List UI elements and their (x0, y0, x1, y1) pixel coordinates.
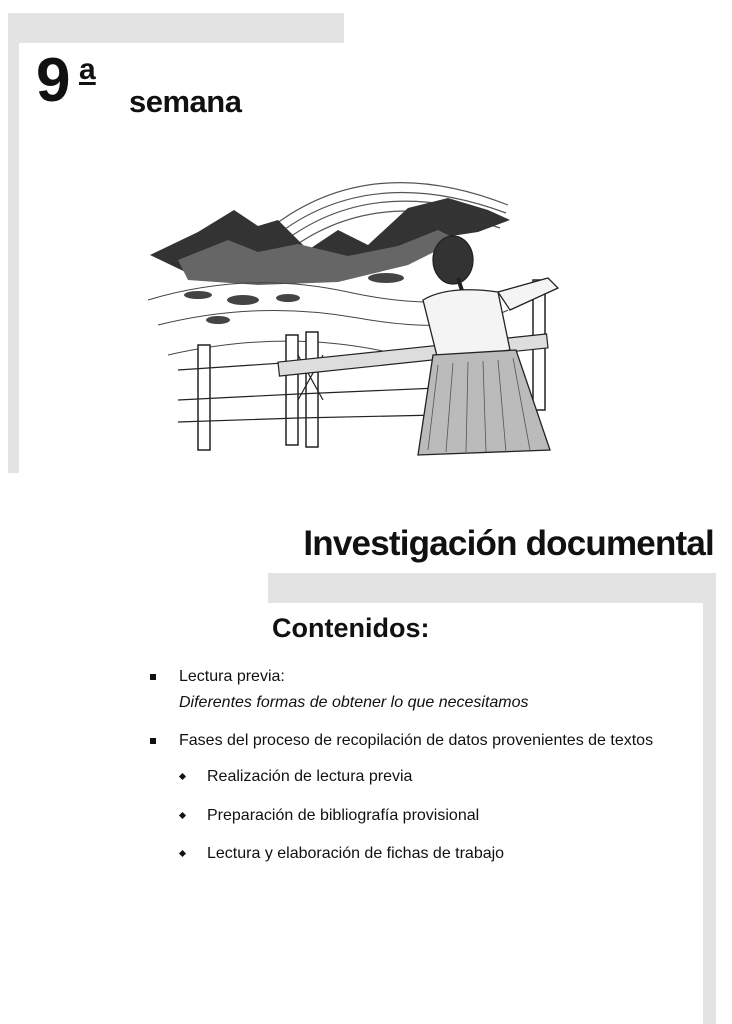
subitem-1: Realización de lectura previa (207, 768, 413, 785)
week-number: 9 (36, 46, 68, 115)
diamond-bullet-icon (179, 773, 186, 780)
content-item-2-label: Fases del proceso de recopilación de datos provenientes de textos (179, 732, 654, 749)
content-item-1-sublabel: Diferentes formas de obtener lo que necesitamos (179, 694, 529, 711)
week-word: semana (129, 84, 242, 119)
contents-heading: Contenidos: (272, 613, 430, 643)
square-bullet-icon (150, 674, 156, 680)
right-side-bar (703, 573, 716, 1024)
subitem-3: Lectura y elaboración de fichas de trabajo (207, 845, 505, 862)
title-underbar (268, 573, 716, 603)
header-bar (8, 13, 344, 43)
diamond-bullet-icon (179, 812, 186, 819)
square-bullet-icon (150, 738, 156, 744)
diamond-bullet-icon (179, 850, 186, 857)
page-title: Investigación documental (303, 524, 714, 563)
subitem-2: Preparación de bibliografía provisional (207, 807, 480, 824)
landscape-girl-fence-illustration (138, 160, 578, 470)
content-item-1-label: Lectura previa: (179, 668, 285, 685)
week-ordinal: a (79, 53, 96, 86)
left-side-bar (8, 13, 19, 473)
